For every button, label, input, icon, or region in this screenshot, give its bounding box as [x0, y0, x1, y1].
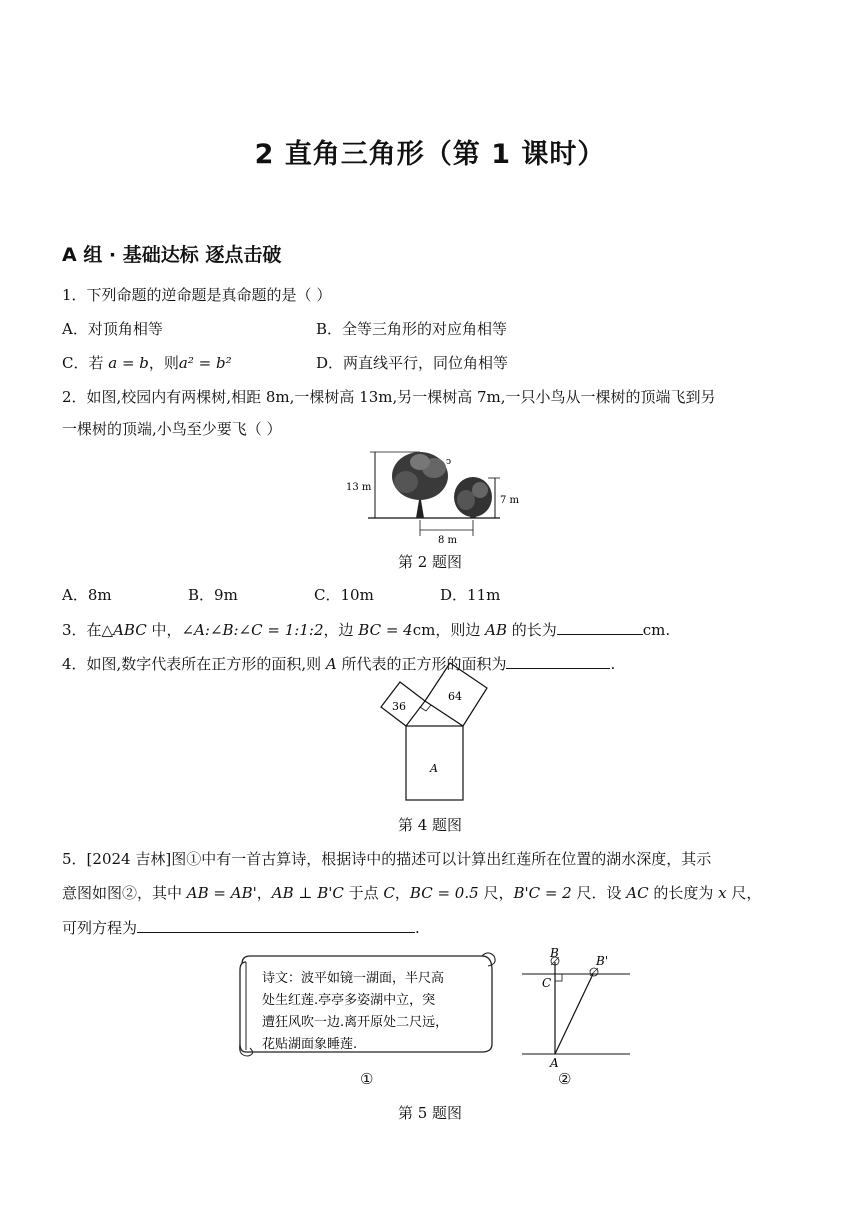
q1-option-c: C．若 a = b，则a² = b²: [62, 354, 232, 372]
q2-tall-label: 13 m: [346, 482, 372, 493]
section-heading: A 组 · 基础达标 逐点击破: [62, 244, 282, 266]
q1-stem: 1．下列命题的逆命题是真命题的是（ ）: [62, 286, 332, 304]
poem-line-3: 遭狂风吹一边.离开原处二尺远，: [262, 1015, 449, 1030]
q4-label-64: 64: [448, 690, 462, 703]
q2-distance-label: 8 m: [438, 535, 458, 546]
q5-caption: 第 5 题图: [397, 1104, 463, 1122]
point-a-label: A: [550, 1056, 559, 1070]
q4-caption: 第 4 题图: [397, 816, 463, 834]
tall-tree-icon: [392, 452, 448, 518]
q1-option-a: A．对顶角相等: [62, 320, 163, 338]
short-tree-icon: [454, 477, 492, 518]
q2-option-b: B．9m: [188, 586, 238, 604]
q5-fig1-label: ①: [360, 1070, 374, 1088]
point-b-prime-label: B': [596, 954, 609, 968]
q2-option-d: D．11m: [440, 586, 501, 604]
q2-option-c: C．10m: [314, 586, 374, 604]
poem-line-4: 花贴湖面象睡莲.: [262, 1037, 358, 1052]
poem-line-1: 诗文：波平如镜一湖面，半尺高: [262, 971, 445, 986]
q2-trees-figure: [340, 448, 530, 546]
page-title: 2 直角三角形（第 1 课时）: [254, 139, 606, 170]
q2-stem-line2: 一棵树的顶端,小鸟至少要飞（ ）: [62, 420, 282, 438]
q5-stem-line1: 5．[2024 吉林]图①中有一首古算诗，根据诗中的描述可以计算出红莲所在位置的湖水深度，其示: [62, 850, 712, 868]
bird-icon: ↄ: [446, 457, 452, 467]
q5-fig2-label: ②: [558, 1070, 572, 1088]
lotus-icon: [590, 968, 598, 976]
q1-option-b: B．全等三角形的对应角相等: [316, 320, 508, 338]
q4-answer-blank: [506, 652, 610, 669]
point-c-label: C: [542, 976, 552, 990]
q4-squares-figure: [376, 680, 496, 806]
q2-caption: 第 2 题图: [397, 553, 463, 571]
q5-answer-blank: [137, 916, 415, 933]
poem-line-2: 处生红莲.亭亭多姿湖中立，突: [262, 993, 436, 1008]
q4-stem: 4．如图,数字代表所在正方形的面积,则 A 所代表的正方形的面积为 .: [62, 652, 615, 675]
q2-short-label: 7 m: [500, 495, 520, 506]
q3-answer-blank: [557, 618, 643, 635]
q5-stem-line3: 可列方程为 .: [62, 916, 420, 939]
q1-option-d: D．两直线平行，同位角相等: [316, 354, 509, 372]
q5-stem-line2: 意图如图②，其中 AB = AB'，AB ⊥ B'C 于点 C，BC = 0.5 尺，B'C = 2 尺．设 AC 的长度为 x 尺，: [62, 884, 762, 902]
q3-stem: 3．在△ABC 中，∠A:∠B:∠C = 1:1:2，边 BC = 4cm，则边 AB 的长为 cm.: [62, 618, 670, 641]
q5-geometry-figure: [520, 948, 632, 1068]
q4-label-a: A: [430, 762, 438, 775]
q2-option-a: A．8m: [62, 586, 112, 604]
q5-scroll-figure: [236, 948, 498, 1060]
q2-stem-line1: 2．如图,校园内有两棵树,相距 8m,一棵树高 13m,另一棵树高 7m,一只小鸟从一棵树的顶端飞到另: [62, 388, 716, 406]
point-b-label: B: [550, 946, 559, 960]
q4-label-36: 36: [392, 700, 406, 713]
